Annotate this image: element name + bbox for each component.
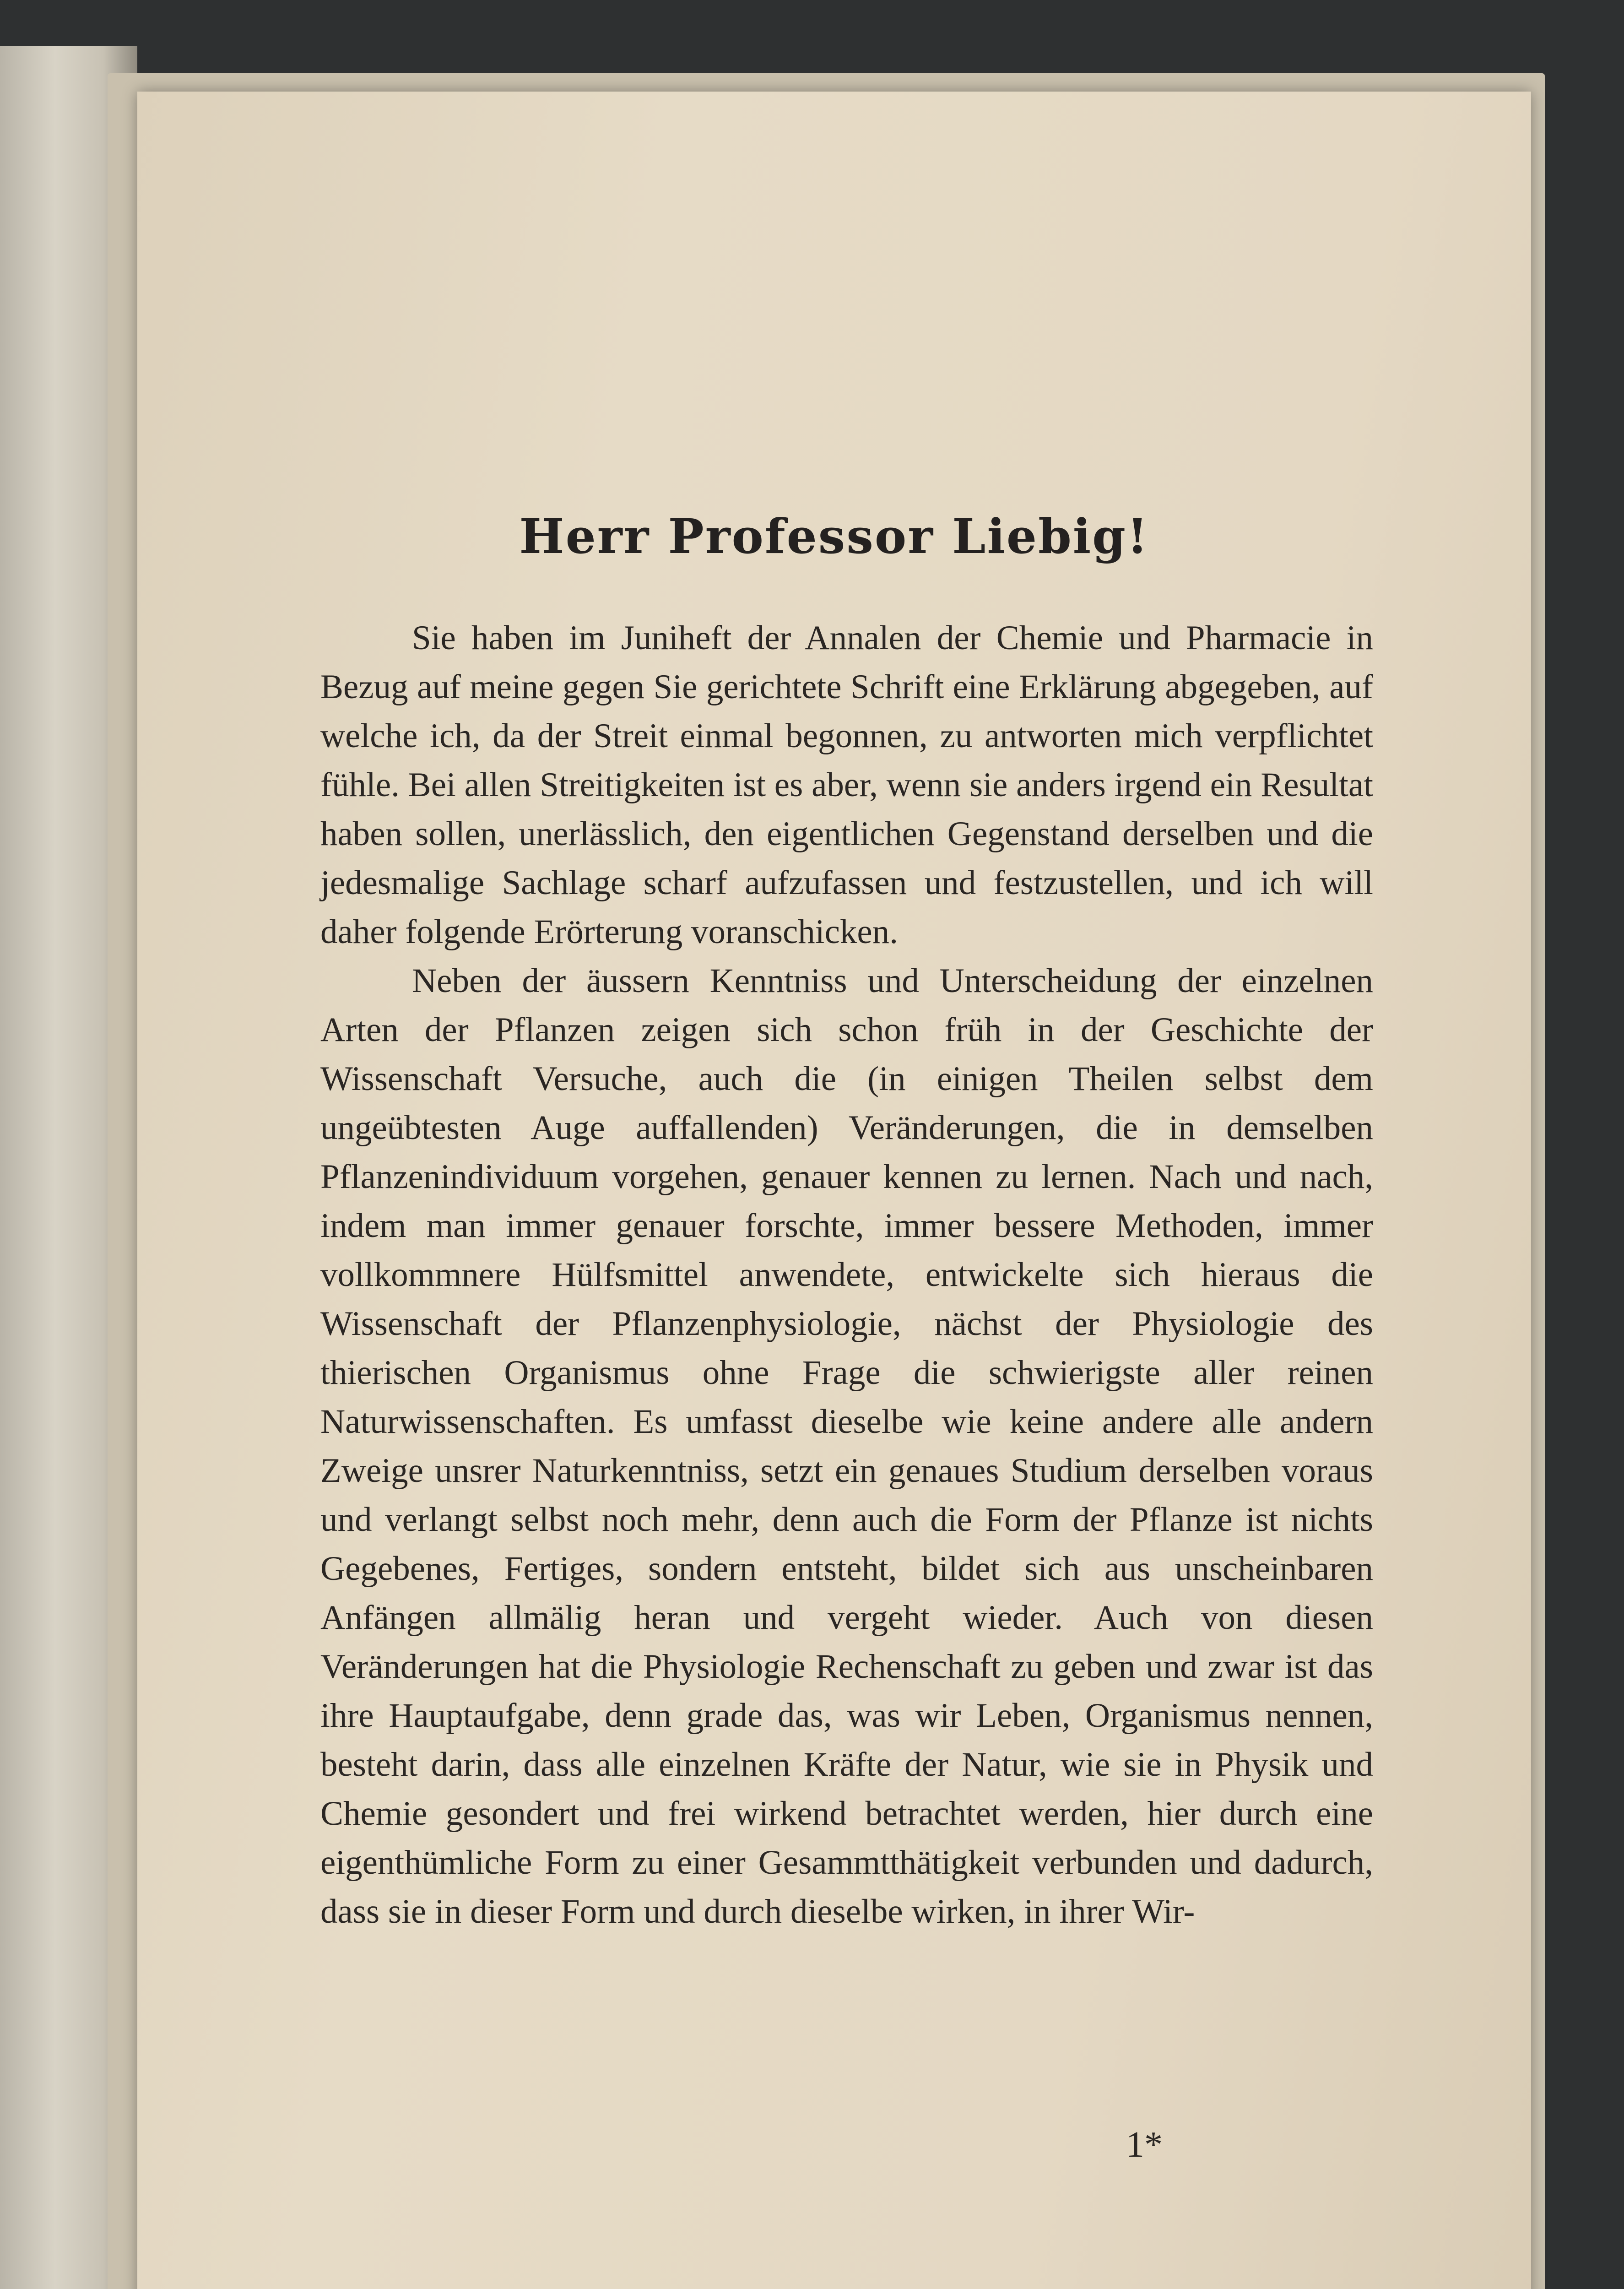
page-folio: 1* [1126, 2125, 1163, 2165]
paragraph-1: Sie haben im Juniheft der Annalen der Chemie und Pharmacie in Bezug auf meine gegen Sie gerichtete Schrift eine Erklärung abgegeben, auf welche ich, da der Streit einmal begonnen, zu antworten mich verpflichtet fühle. Bei allen Streitigkeiten ist es aber, wenn sie anders irgend ein Resultat haben sollen, unerlässlich, den eigentlichen Gegenstand derselben und die jedesmalige Sachlage scharf aufzufassen und festzustellen, und ich will daher folgende Erörterung voranschicken. [320, 619, 1373, 951]
body-text [320, 613, 1373, 1936]
paragraph-2: Neben der äussern Kenntniss und Unterscheidung der einzelnen Arten der Pflanzen zeigen sich schon früh in der Geschichte der Wissenschaft Versuche, auch die (in einigen Theilen selbst dem ungeübtesten Auge auffallenden) Veränderungen, die in demselben Pflanzenindividuum vorgehen, genauer kennen zu lernen. Nach und nach, indem man immer genauer forschte, immer bessere Methoden, immer vollkommnere Hülfsmittel anwendete, entwickelte sich hieraus die Wissenschaft der Pflanzenphysiologie, nächst der Physiologie des thierischen Organismus ohne Frage die schwierigste aller reinen Naturwissenschaften. Es umfasst dieselbe wie keine andere alle andern Zweige unsrer Naturkenntniss, setzt ein genaues Studium derselben voraus und verlangt selbst noch mehr, denn auch die Form der Pflanze ist nichts Gegebenes, Fertiges, sondern entsteht, bildet sich aus unscheinbaren Anfängen allmälig heran und vergeht wieder. Auch von diesen Veränderungen hat die Physiologie Rechenschaft zu geben und zwar ist das ihre Hauptaufgabe, denn grade das, was wir Leben, Organismus nennen, besteht darin, dass alle einzelnen Kräfte der Natur, wie sie in Physik und Chemie gesondert und frei wirkend betrachtet werden, hier durch eine eigenthümliche Form zu einer Gesammtthätigkeit verbunden und dadurch, dass sie in dieser Form und durch dieselbe wirken, in ihrer Wir- [320, 962, 1373, 1931]
book-page [137, 92, 1531, 2289]
page-title: Herr Professor Liebig! [519, 508, 1149, 564]
